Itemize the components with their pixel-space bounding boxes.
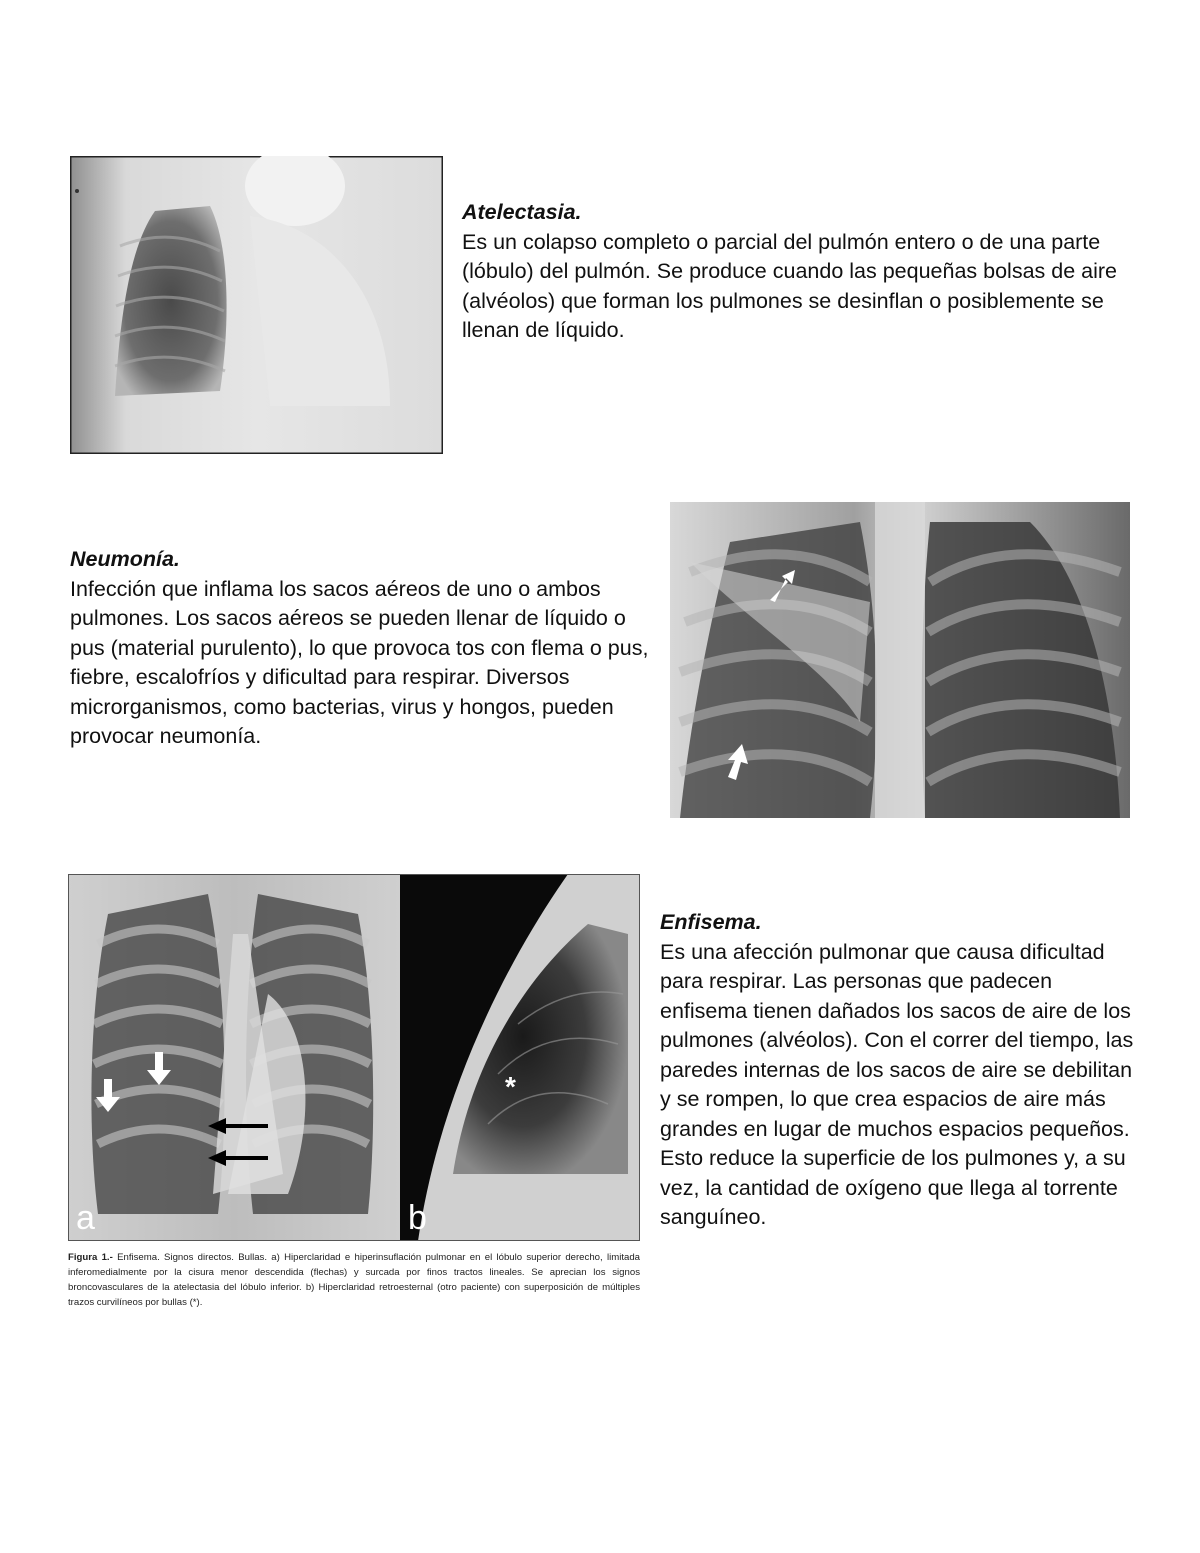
atelectasis-title: Atelectasia.: [462, 200, 582, 224]
emphysema-description: Es una afección pulmonar que causa dificultad para respirar. Las personas que padecen enfisema tienen dañados los sacos de aire de los pulmones (alvéolos). Con el correr del tiempo, las paredes internas de los sacos de aire se debilitan y se rompen, lo que crea espacios de aire más grandes en lugar de muchos espacios pequeños. Esto reduce la superficie de los pulmones y, a su vez, la cantidad de oxígeno que llega al torrente sanguíneo.: [660, 939, 1134, 1229]
atelectasis-xray-image: [70, 156, 443, 454]
atelectasis-description: Es un colapso completo o parcial del pulmón entero o de una parte (lóbulo) del pulmón. Se produce cuando las pequeñas bolsas de aire (alvéolos) que forman los pulmones se desinflan o posiblemente se llenan de líquido.: [462, 229, 1117, 342]
caption-label: Figura 1.-: [68, 1252, 113, 1263]
emphysema-title: Enfisema.: [660, 910, 762, 934]
figure-caption: [68, 1250, 640, 1310]
bulla-marker: *: [505, 1071, 516, 1102]
pneumonia-description: Infección que inflama los sacos aéreos de uno o ambos pulmones. Los sacos aéreos se pueden llenar de líquido o pus (material purulento), lo que provoca tos con flema o pus, fiebre, escalofríos y dificultad para respirar. Diversos microrganismos, como bacterias, virus y hongos, pueden provocar neumonía.: [70, 576, 649, 748]
atelectasis-section: [462, 198, 1130, 346]
pneumonia-xray-image: [670, 502, 1130, 818]
emphysema-figure: [68, 874, 640, 1241]
caption-text: Enfisema. Signos directos. Bullas. a) Hiperclaridad e hiperinsuflación pulmonar en el lóbulo superior derecho, limitada inferomedialmente por la cisura menor descendida (flechas) y surcada por finos tractos lineales. Se aprecian los signos broncovasculares de la atelectasia del lóbulo inferior. b) Hiperclaridad retroesternal (otro paciente) con superposición de múltiples trazos curvilíneos por bullas (*).: [68, 1252, 640, 1308]
panel-a-label: a: [76, 1199, 95, 1237]
emphysema-section: [660, 908, 1140, 1233]
pneumonia-section: [70, 545, 660, 752]
panel-b-label: b: [408, 1199, 427, 1237]
pneumonia-title: Neumonía.: [70, 547, 180, 571]
